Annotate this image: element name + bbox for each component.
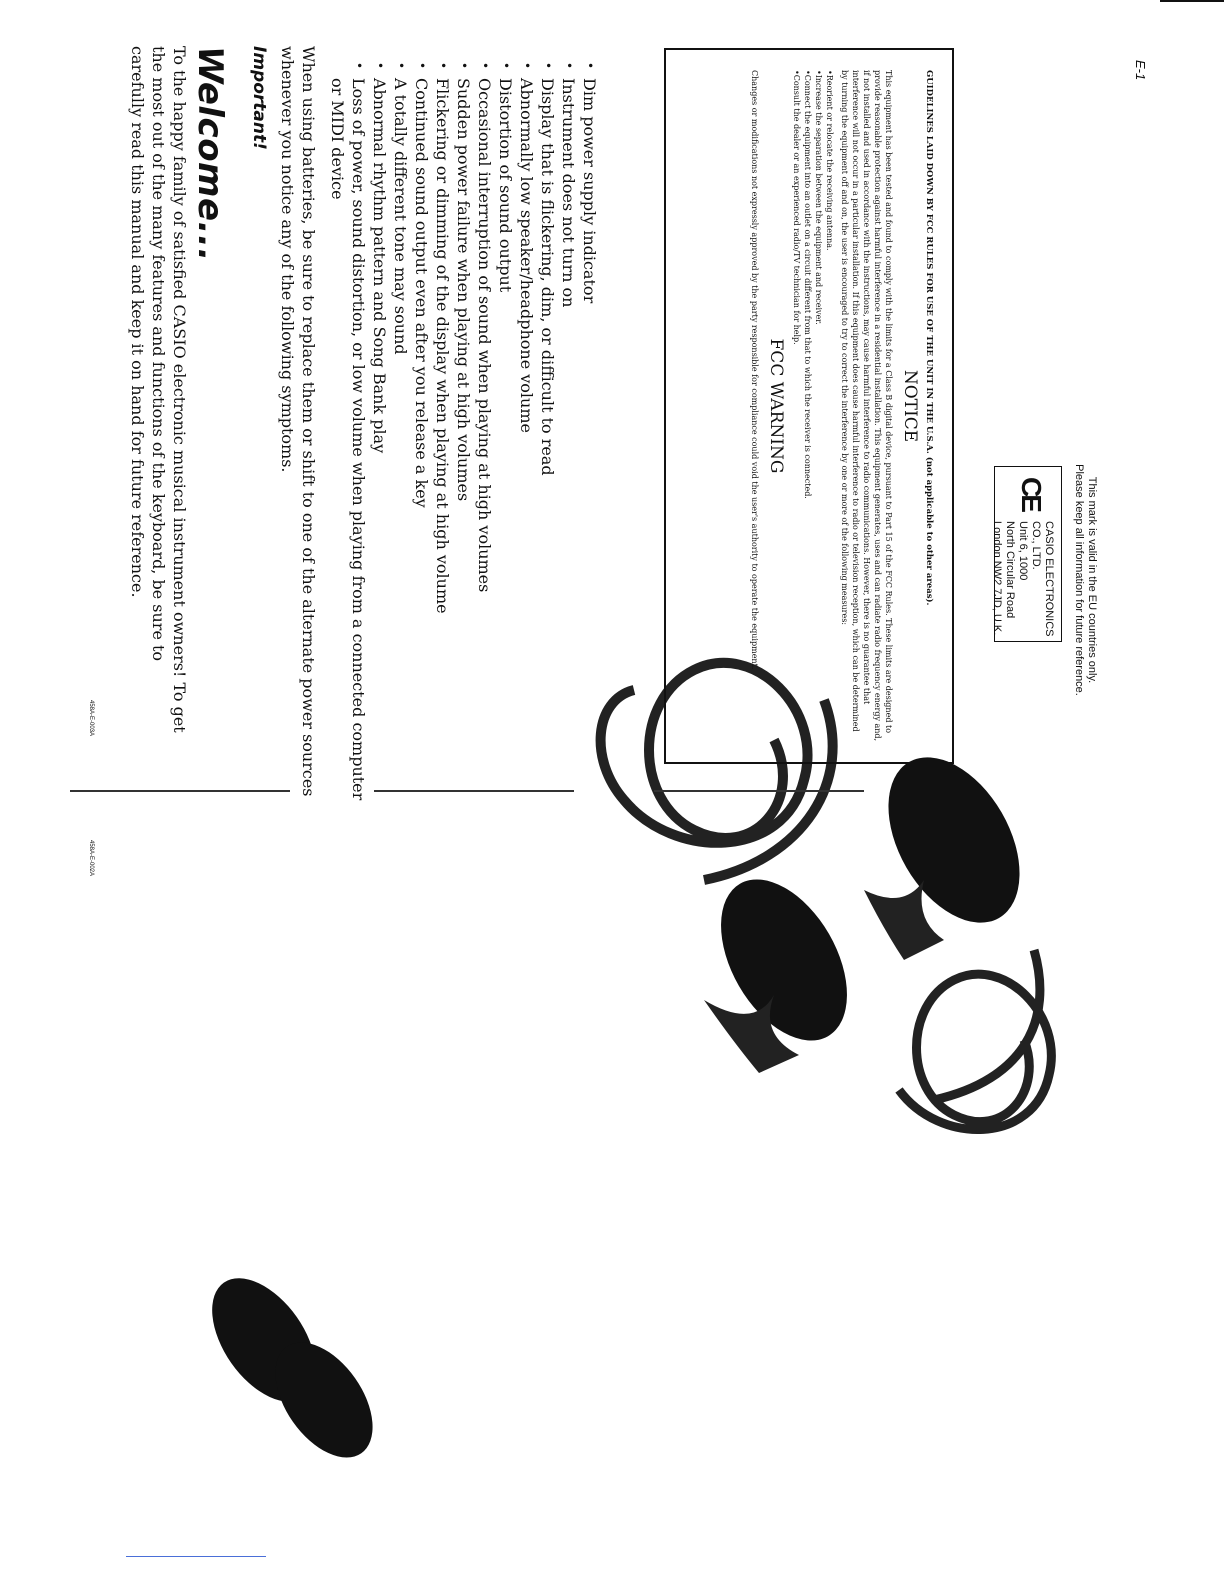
important-text: When using batteries, be sure to replace them or shift to one of the alternate power sources whenever you notice any of the following symptoms. (278, 46, 318, 797)
ce-mark-icon: CE (1016, 477, 1047, 510)
guidelines-heading: GUIDELINES LAID DOWN BY FCC RULES FOR USE OF THE UNIT IN THE U.S.A. (not applicable to other areas). (924, 70, 934, 606)
list-item: • Occasional interruption of sound when playing at high volumes (474, 62, 495, 822)
list-item: • Sudden power failure when playing at high volumes (453, 62, 474, 822)
ce-address (990, 521, 1055, 641)
address-line: Unit 6, 1000 (1017, 521, 1029, 581)
divider-line (654, 790, 864, 792)
list-item: • Display that is flickering, dim, or difficult to read (537, 62, 558, 822)
ce-note-line: This mark is valid in the EU countries only. (1086, 476, 1098, 684)
ce-address-box (991, 466, 1062, 642)
important-heading: Important! (249, 46, 269, 150)
notice-title: NOTICE (900, 369, 920, 443)
list-item: • A totally different tone may sound (390, 62, 411, 822)
list-item: • Increase the separation between the equipment and receiver. (813, 70, 824, 742)
welcome-title: Welcome... (190, 46, 230, 262)
document-code: 458A-E-003A (88, 700, 94, 737)
ce-note-line: Please keep all information for future reference. (1073, 464, 1085, 696)
list-item: • Continued sound output even after you release a key (411, 62, 432, 822)
fcc-warning-body: Changes or modifications not expressly approved by the party responsible for compliance could void the user's authority to operate the equipment. (750, 70, 759, 670)
address-line: CASIO ELECTRONICS CO., LTD. (1030, 521, 1055, 637)
address-line: London NW2 7JD, U.K. (991, 521, 1003, 636)
divider-line (70, 790, 290, 792)
ce-note (1072, 420, 1098, 740)
page-number: E-1 (1133, 60, 1148, 81)
fcc-notice-box (664, 48, 954, 764)
list-item: • Distortion of sound output (495, 62, 516, 822)
symptom-list (327, 62, 600, 822)
measures-list (791, 70, 835, 742)
list-item: • Abnormally low speaker/headphone volume (516, 62, 537, 822)
list-item: • Flickering or dimming of the display when playing at high volume (432, 62, 453, 822)
fcc-warning-title: FCC WARNING (766, 338, 786, 474)
document-code: 458A-E-002A (88, 840, 94, 877)
list-item: • Abnormal rhythm pattern and Song Bank play (369, 62, 390, 822)
treble-clef-icon (899, 950, 1051, 1130)
note-head-icon (695, 858, 873, 1062)
list-item: • Connect the equipment into an outlet on a circuit different from that to which the receiver is connected. (802, 70, 813, 742)
list-item: • Loss of power, sound distortion, or low volume when playing from a connected computer or MIDI device (327, 62, 369, 822)
welcome-intro: To the happy family of satisfied CASIO electronic musical instrument owners! To get the most out of the many features and functions of the keyboard, be sure to carefully read this manual and keep it on hand for future reference. (128, 46, 189, 733)
list-item: • Consult the dealer or an experienced radio/TV technician for help. (791, 70, 802, 742)
list-item: • Reorient or relocate the receiving antenna. (824, 70, 835, 742)
notice-body: This equipment has been tested and found to comply with the limits for a Class B digital device, pursuant to Part 15 of the FCC Rules. These limits are designed to provide reasonable protection against harmful interference in a residential installation. This equipment generates, uses and can radiate radio frequency energy and, if not installed and used in accordance with the instructions, may cause harmful interference to radio communications. However, there is no guarantee that interference will not occur in a particular installation. If this equipment does cause harmful interference to radio or television reception, which can be determined by turning the equipment off and on, the user is encouraged to try to correct the interference by one or more of the following measures: (840, 70, 893, 742)
list-item: • Dim power supply indicator (579, 62, 600, 822)
list-item: • Instrument does not turn on (558, 62, 579, 822)
address-line: North Circular Road (1004, 521, 1016, 619)
